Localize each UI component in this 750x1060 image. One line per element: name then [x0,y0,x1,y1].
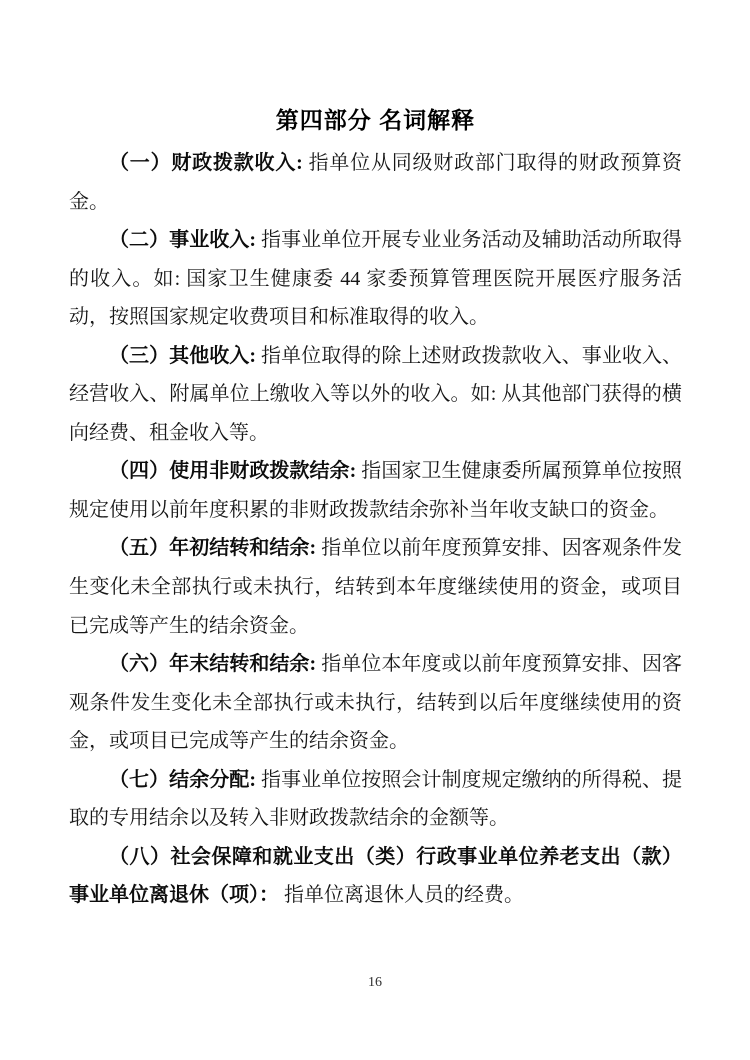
glossary-paragraph-7 [69,761,682,838]
term-definition: 指单位本年度或以前年度预算安排、因客观条件发生变化未全部执行或未执行，结转到以后年度继续使用的资金，或项目已完成等产生的结余资金。 [69,653,682,753]
document-content [69,102,682,915]
term-label: （八）社会保障和就业支出（类）行政事业单位养老支出（款）事业单位离退休（项）： [69,845,682,907]
term-definition: 指单位以前年度预算安排、因客观条件发生变化未全部执行或未执行，结转到本年度继续使用的资金，或项目已完成等产生的结余资金。 [69,537,682,637]
term-label: （四）使用非财政拨款结余: [109,460,357,483]
page-number: 16 [368,975,382,990]
term-definition: 指国家卫生健康委所属预算单位按照规定使用以前年度积累的非财政拨款结余弥补当年收支缺口的资金。 [69,460,682,521]
glossary-paragraph-6 [69,645,682,761]
glossary-paragraph-4 [69,452,682,529]
glossary-paragraph-3 [69,337,682,453]
term-label: （二）事业收入: [109,229,256,252]
term-definition: 指事业单位开展专业业务活动及辅助活动所取得的收入。如: 国家卫生健康委 44 家委预算管理医院开展医疗服务活动，按照国家规定收费项目和标准取得的收入。 [69,229,682,329]
term-definition: 指单位离退休人员的经费。 [279,884,524,907]
term-definition: 指单位取得的除上述财政拨款收入、事业收入、经营收入、附属单位上缴收入等以外的收入。如: 从其他部门获得的横向经费、租金收入等。 [69,344,682,444]
term-label: （七）结余分配: [109,768,256,791]
page-title: 第四部分 名词解释 [275,107,476,133]
term-definition: 指事业单位按照会计制度规定缴纳的所得税、提取的专用结余以及转入非财政拨款结余的金额等。 [69,768,682,830]
glossary-paragraph-5 [69,529,682,645]
glossary-paragraph-8 [69,838,682,915]
glossary-paragraph-1 [69,144,682,221]
term-definition: 指单位从同级财政部门取得的财政预算资金。 [69,152,682,213]
term-label: （一）财政拨款收入: [109,152,303,174]
glossary-paragraph-2 [69,221,682,337]
term-label: （五）年初结转和结余: [109,537,317,560]
term-label: （三）其他收入: [109,344,256,367]
term-label: （六）年末结转和结余: [109,653,317,676]
